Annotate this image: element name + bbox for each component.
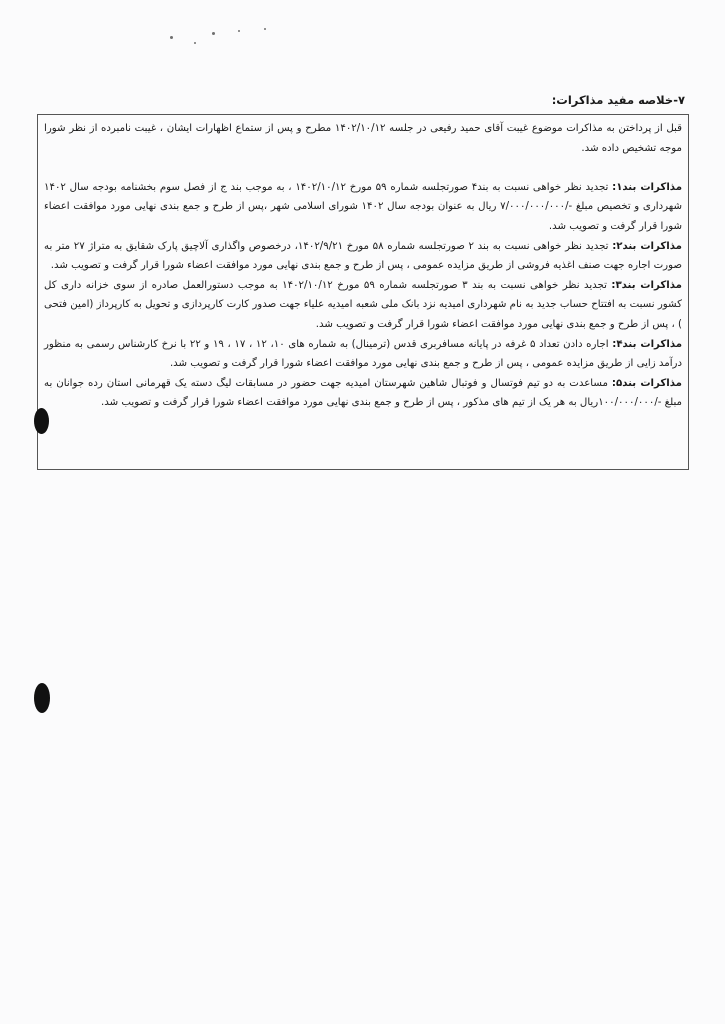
paragraph-item-5 [44,374,682,413]
item-label: مذاکرات بند۱: [612,181,682,193]
item-text: تجدید نظر خواهی نسبت به بند ۲ صورتجلسه شماره ۵۸ مورخ ۱۴۰۲/۹/۲۱، درخصوص واگذاری آلاچیق پارک شقایق به متراژ ۲۷ متر به صورت اجاره جهت صنف اغذیه فروشی از طریق مزایده عمومی ، پس از طرح و جمع بندی نهایی مورد موافقت اعضاء شورا قرار گرفت و تصویب شد. [44,240,682,272]
paragraph-item-4 [44,335,682,374]
item-label: مذاکرات بند۴: [612,338,683,350]
paragraph-item-2 [44,237,682,276]
minutes-summary-box [37,114,689,470]
section-heading: ۷-خلاصه مفید مذاکرات: [551,93,685,107]
paragraph-text: قبل از پرداختن به مذاکرات موضوع غیبت آقای حمید رفیعی در جلسه ۱۴۰۲/۱۰/۱۲ مطرح و پس از ستماع اظهارات ایشان ، غیبت نامبرده از نظر شورا موجه تشخیص داده شد. [44,123,682,154]
item-label: مذاکرات بند۲: [612,240,682,252]
punch-hole-mark [34,683,50,713]
paragraph-item-1 [44,178,682,237]
item-text: تجدید نظر خواهی نسبت به بند ۳ صورتجلسه شماره ۵۹ مورخ ۱۴۰۲/۱۰/۱۲ به موجب دستورالعمل صادره از سوی خزانه داری کل کشور نسبت به افتتاح حساب جدید به نام شهرداری امیدیه نزد بانک ملی شعبه امیدیه علیاء جهت صدور کارت کارپردازی و تحویل به کارپرداز (امین فتحی ) ، پس از طرح و جمع بندی نهایی مورد موافقت اعضاء شورا قرار گرفت و تصویب شد. [44,279,682,330]
paragraph-absence [44,119,682,158]
item-text: مساعدت به دو تیم فوتسال و فوتبال شاهین شهرستان امیدیه جهت حضور در مسابقات لیگ دسته یک قهرمانی استان رده جوانان به مبلغ -/۱۰۰/۰۰۰/۰۰۰ریال به هر یک از تیم های مذکور ، پس از طرح و جمع بندی نهایی مورد موافقت اعضاء شورا قرار گرفت و تصویب شد. [44,377,682,409]
paragraph-item-3 [44,276,682,335]
scan-specks [160,22,300,52]
punch-hole-mark [34,408,49,434]
item-label: مذاکرات بند۳: [611,279,682,291]
item-text: اجاره دادن تعداد ۵ غرفه در پایانه مسافربری قدس (ترمینال) به شماره های ۱۰، ۱۲ ، ۱۷ ، ۱۹ و ۲۲ با نرخ کارشناس رسمی به منظور درآمد زایی از طریق مزایده عمومی ، پس از طرح و جمع بندی نهایی مورد موافقت اعضاء شورا قرار گرفت و تصویب شد. [44,338,682,370]
item-text: تجدید نظر خواهی نسبت به بند۴ صورتجلسه شماره ۵۹ مورخ ۱۴۰۲/۱۰/۱۲ ، به موجب بند ج از فصل سوم بخشنامه بودجه سال ۱۴۰۲ شهرداری و تخصیص مبلغ -/۷/۰۰۰/۰۰۰/۰۰۰ ریال به عنوان بودجه سال ۱۴۰۲ شورای اسلامی شهر ،پس از طرح و جمع بندی نهایی مورد موافقت اعضاء شورا قرار گرفت و تصویب شد. [44,181,682,232]
item-label: مذاکرات بند۵: [611,377,682,389]
